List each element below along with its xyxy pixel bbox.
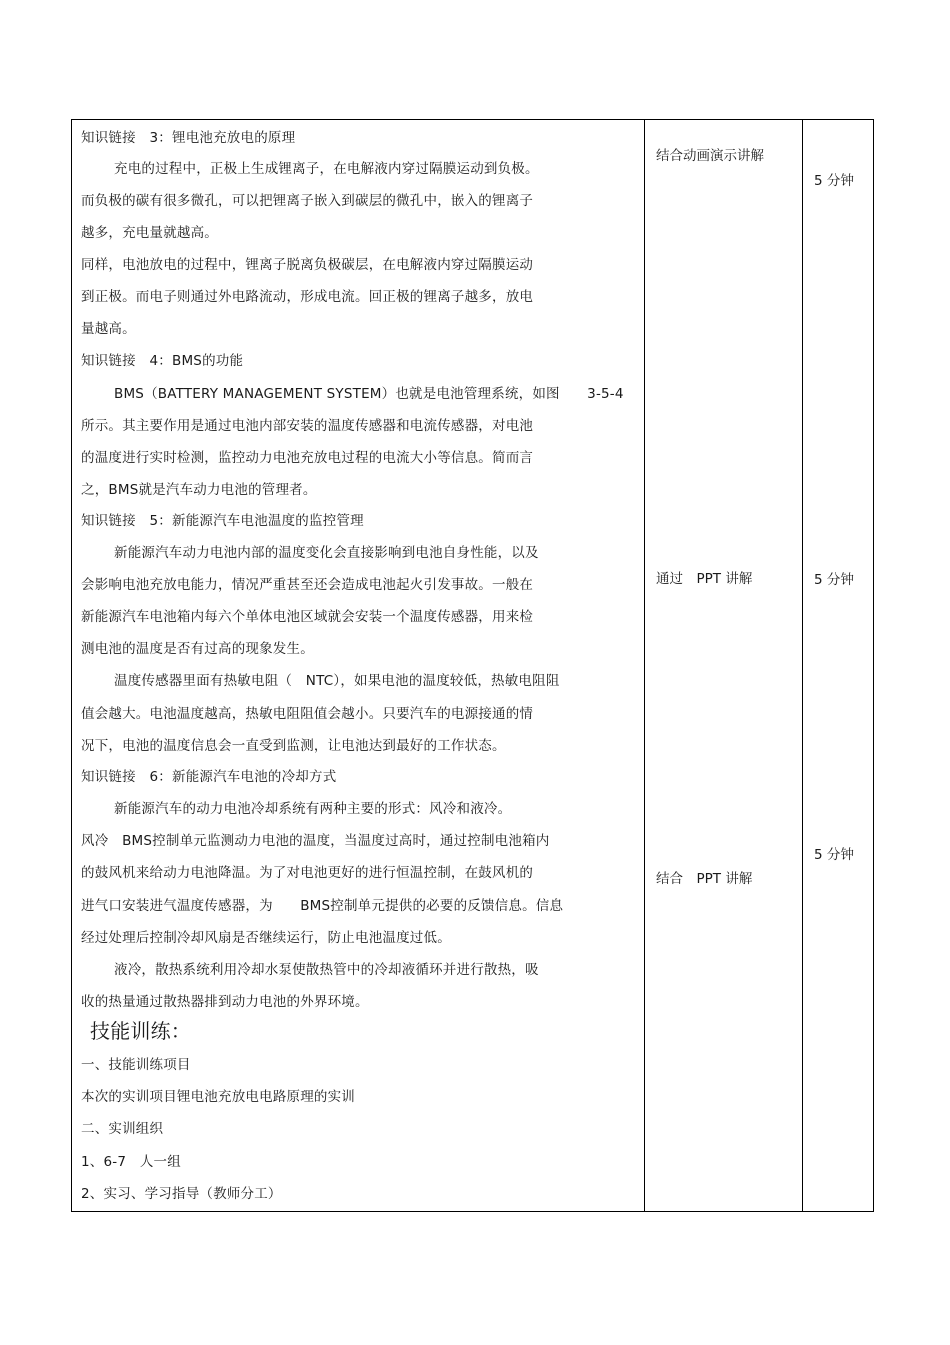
text-line: 到正极。而电子则通过外电路流动，形成电流。回正极的锂离子越多，放电 [81,289,534,305]
text-line: 越多，充电量就越高。 [81,225,218,241]
time-allotment: 5 分钟 [814,847,854,863]
text-line: 风冷 BMS控制单元监测动力电池的温度，当温度过高时，通过控制电池箱内 [81,833,550,849]
section-title-skill-training: 技能训练： [90,1019,191,1043]
heading-knowledge-link-3: 知识链接 3：锂电池充放电的原理 [81,130,296,146]
text-line: 2、实习、学习指导（教师分工） [81,1186,282,1202]
heading-knowledge-link-5: 知识链接 5：新能源汽车电池温度的监控管理 [81,513,364,529]
text-line: 液冷，散热系统利用冷却水泵使散热管中的冷却液循环并进行散热，吸 [114,962,539,978]
text-line: 充电的过程中，正极上生成锂离子，在电解液内穿过隔膜运动到负极。 [114,161,539,177]
text-line: 而负极的碳有很多微孔，可以把锂离子嵌入到碳层的微孔中，嵌入的锂离子 [81,193,534,209]
text-line: 温度传感器里面有热敏电阻（ NTC），如果电池的温度较低，热敏电阻阻 [114,673,560,689]
text-line: 新能源汽车动力电池内部的温度变化会直接影响到电池自身性能，以及 [114,545,539,561]
text-line: 进气口安装进气温度传感器，为 BMS控制单元提供的必要的反馈信息。信息 [81,898,564,914]
text-line: 的温度进行实时检测，监控动力电池充放电过程的电流大小等信息。简而言 [81,450,534,466]
text-line: 新能源汽车电池箱内每六个单体电池区域就会安装一个温度传感器，用来检 [81,609,534,625]
teaching-method: 结合动画演示讲解 [656,148,764,164]
text-line: 同样，电池放电的过程中，锂离子脱离负极碳层，在电解液内穿过隔膜运动 [81,257,534,273]
heading-knowledge-link-4: 知识链接 4：BMS的功能 [81,353,244,369]
text-line: 况下，电池的温度信息会一直受到监测，让电池达到最好的工作状态。 [81,738,506,754]
text-line: 经过处理后控制冷却风扇是否继续运行，防止电池温度过低。 [81,930,451,946]
teaching-method: 结合 PPT 讲解 [656,871,753,887]
time-allotment: 5 分钟 [814,572,854,588]
time-allotment: 5 分钟 [814,173,854,189]
text-line: 一、技能训练项目 [81,1057,191,1073]
text-line: 1、6-7 人一组 [81,1154,181,1170]
text-line: 会影响电池充放电能力，情况严重甚至还会造成电池起火引发事故。一般在 [81,577,534,593]
text-line: 的鼓风机来给动力电池降温。为了对电池更好的进行恒温控制，在鼓风机的 [81,865,534,881]
heading-knowledge-link-6: 知识链接 6：新能源汽车电池的冷却方式 [81,769,337,785]
lesson-table [71,119,874,1212]
text-line: 量越高。 [81,321,136,337]
text-line: 之，BMS就是汽车动力电池的管理者。 [81,482,317,498]
text-line: 收的热量通过散热器排到动力电池的外界环境。 [81,994,369,1010]
text-line: 本次的实训项目锂电池充放电电路原理的实训 [81,1089,355,1105]
text-line: 二、实训组织 [81,1121,164,1137]
text-line: 所示。其主要作用是通过电池内部安装的温度传感器和电流传感器，对电池 [81,418,534,434]
text-line: 测电池的温度是否有过高的现象发生。 [81,641,314,657]
text-line: BMS（BATTERY MANAGEMENT SYSTEM）也就是电池管理系统，如图 3-5-4 [114,386,624,402]
column-divider-1 [644,120,645,1211]
text-line: 值会越大。电池温度越高，热敏电阻阻值会越小。只要汽车的电源接通的情 [81,706,534,722]
text-line: 新能源汽车的动力电池冷却系统有两种主要的形式：风冷和液冷。 [114,801,512,817]
teaching-method: 通过 PPT 讲解 [656,571,753,587]
column-divider-2 [802,120,803,1211]
